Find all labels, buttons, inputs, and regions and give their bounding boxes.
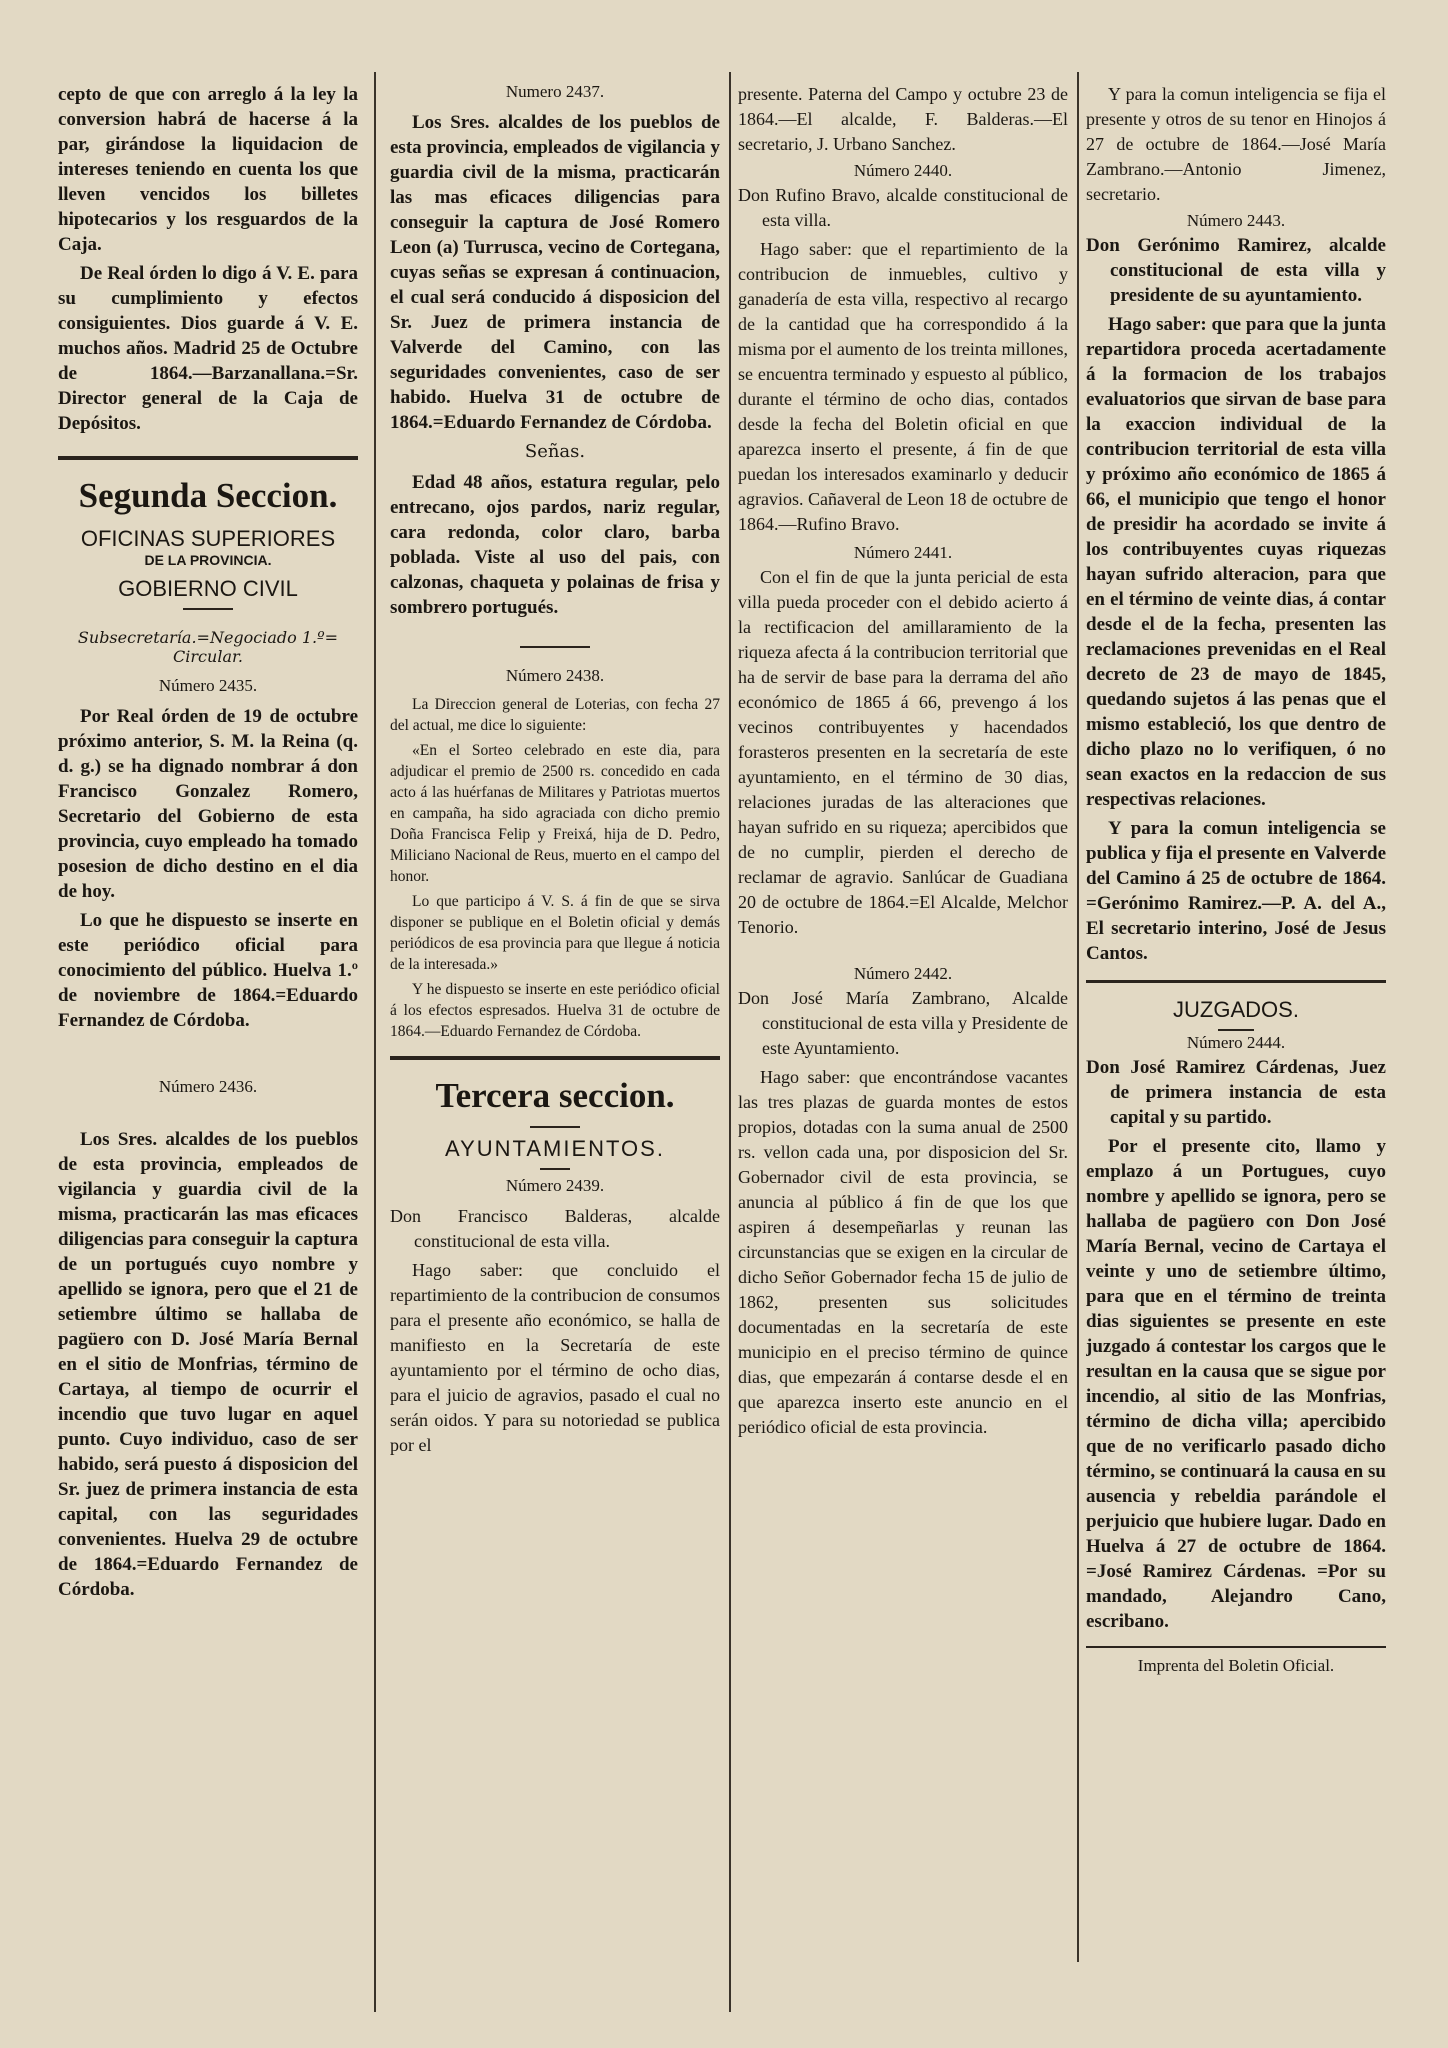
notice-number: Número 2438. (505, 666, 605, 685)
notice-2444-body: Por el presente cito, llamo y emplazo á un Portugues, cuyo nombre y apellido se ignora, pero se hallaba de pagüero con Don José María Bernal, vecino de Cartaya el veinte y uno de setiembre último, para que en el término de treinta dias siguientes se presente en este juzgado á contestar los cargos que le resultan en la causa que se sigue por incendio, al sitio de las Monfrias, término de dicha villa; apercibido que de no verificarlo pasado dicho término, se continuará la causa en su ausencia y rebeldia parándole el perjuicio que hubiere lugar. Dado en Huelva á 27 de octubre de 1864. =José Ramirez Cárdenas. =Por su mandado, Alejandro Cano, escribano. (1086, 1136, 1386, 1632)
notice-2442-signature: Y para la comun inteligencia se fija el presente y otros de su tenor en Hinojos á 27 de octubre de 1864.—José María Zambrano.—Antonio Jimenez, secretario. (1086, 84, 1386, 204)
section-rule (1086, 980, 1386, 983)
paragraph-real-orden: De Real órden lo digo á V. E. para su cumplimiento y efectos consiguientes. Dios guarde á V. E. muchos años. Madrid 25 de Octubre de 1864.—Barzanallana.=Sr. Director general de la Caja de Depósitos. (58, 263, 358, 434)
notice-2439-header: Don Francisco Balderas, alcalde constitucional de esta villa. (390, 1206, 720, 1251)
notice-2436-body: Los Sres. alcaldes de los pueblos de esta provincia, empleados de vigilancia y guardia civil de la misma, practicarán las mas eficaces diligencias para conseguir la captura de un portugués cuyo nombre y apellido se ignora, pero que el 21 de setiembre último se hallaba de pagüero con D. José María Bernal en el sitio de Monfrias, término de Cartaya, al tiempo de ocurrir el incendio que tuvo lugar en aquel punto. Cuyo individuo, caso de ser habido, será puesto á disposicion del Sr. juez de primera instancia de esta capital, con las seguridades convenientes. Huelva 29 de octubre de 1864.=Eduardo Fernandez de Córdoba. (58, 1129, 358, 1600)
short-rule (520, 646, 590, 648)
notice-number: Número 2443. (1186, 211, 1286, 230)
imprenta-line: Imprenta del Boletin Oficial. (1137, 1656, 1335, 1675)
short-rule (183, 608, 233, 610)
notice-2442-body: Hago saber: que encontrándose vacantes las tres plazas de guarda montes de estos propios, dotadas con la suma anual de 2500 rs. vellon cada una, por disposicion del Sr. Gobernador civil de esta provincia, se anuncia al público á fin de que los que aspiren á desempeñarlas y reunan las circunstancias que se exigen en la circular de dicho Señor Gobernador fecha 15 de julio de 1862, presenten sus solicitudes documentadas en la secretaría de este municipio en el preciso término de quince dias, que empezarán á contarse desde el en que aparezca inserto este anuncio en el periódico oficial de esta provincia. (738, 1067, 1068, 1437)
notice-2444-header: Don José Ramirez Cárdenas, Juez de primera instancia de esta capital y su partido. (1086, 1057, 1386, 1128)
column-divider (374, 72, 376, 2012)
short-rule (540, 1168, 570, 1170)
juzgados-title: JUZGADOS. (1173, 997, 1299, 1022)
notice-2442-header: Don José María Zambrano, Alcalde constitucional de esta villa y Presidente de este Ayuntamiento. (738, 988, 1068, 1058)
notice-2439-signature: presente. Paterna del Campo y octubre 23 de 1864.—El alcalde, F. Balderas.—El secretario, J. Urbano Sanchez. (738, 84, 1068, 154)
notice-2441-body: Con el fin de que la junta pericial de esta villa pueda proceder con el debido acierto á la rectificacion del amillaramiento de la riqueza afecta á la contribucion territorial que ha de servir de base para la derrama del año económico de 1865 á 66, prevengo á los vecinos contribuyentes y hacendados forasteros presenten en la secretaría de este ayuntamiento, en el término de 30 dias, relaciones juradas de las alteraciones que hayan sufrido en su riqueza; apercibidos que de no cumplir, pierden el derecho de reclamar de agravio. Sanlúcar de Guadiana 20 de octubre de 1864.=El Alcalde, Melchor Tenorio. (738, 567, 1068, 937)
section-title-tercera: Tercera seccion. (435, 1076, 675, 1115)
notice-number: Número 2439. (505, 1176, 605, 1195)
notice-2439-body: Hago saber: que concluido el repartimiento de la contribucion de consumos para el presente año económico, se halla de manifiesto en la Secretaría de este ayuntamiento por el término de ocho dias, para el juicio de agravios, pasado el cual no serán oidos. Y para su notoriedad se publica por el (390, 1260, 720, 1455)
notice-2437-body: Los Sres. alcaldes de los pueblos de esta provincia, empleados de vigilancia y guardia civil de la misma, practicarán las mas eficaces diligencias para conseguir la captura de José Romero Leon (a) Turrusca, vecino de Cortegana, cuyas señas se expresan á continuacion, el cual será conducido á disposicion del Sr. Juez de primera instancia de Valverde del Camino, con las seguridades convenientes, caso de ser habido. Huelva 31 de octubre de 1864.=Eduardo Fernandez de Córdoba. (390, 112, 720, 433)
short-rule (1218, 1029, 1254, 1031)
short-rule (530, 1126, 580, 1128)
ayuntamientos-title: AYUNTAMIENTOS. (445, 1136, 665, 1161)
notice-2438-body: Y he dispuesto se inserte en este periódico oficial á los efectos espresados. Huelva 31 de octubre de 1864.—Eduardo Fernandez de Córdoba. (390, 981, 720, 1040)
notice-2440-header: Don Rufino Bravo, alcalde constitucional de esta villa. (738, 185, 1068, 230)
notice-2443-body: Hago saber: que para que la junta repartidora proceda acertadamente á la formacion de los trabajos evaluatorios que sirvan de base para la exaccion individual de la contribucion territorial de esta villa y próximo año económico de 1865 á 66, el municipio que tengo el honor de presidir ha acordado se invite á los contribuyentes cuyas riquezas hayan sufrido alteracion, para que en el término de veinte dias, á contar desde el de la fecha, presenten las reclamaciones prevenidas en el Real decreto de 23 de mayo de 1845, quedando sujetos á las penas que el mismo estableció, los que dentro de dicho plazo no lo verifiquen, ó no sean exactos en la redaccion de sus respectivas relaciones. (1086, 314, 1386, 810)
notice-2438-body: Lo que participo á V. S. á fin de que se sirva disponer se publique en el Boletin oficial y demás periódicos de esa provincia para que llegue á noticia de la interesada.» (390, 893, 720, 973)
column-divider (1077, 72, 1079, 1962)
notice-number: Número 2436. (158, 1077, 258, 1096)
column-3 (738, 82, 1068, 1444)
section-rule (58, 456, 358, 460)
gobierno-civil-title: GOBIERNO CIVIL (118, 576, 298, 601)
column-4 (1086, 82, 1386, 1680)
notice-number: Numero 2437. (505, 82, 605, 101)
notice-number: Número 2444. (1186, 1033, 1286, 1052)
notice-2435-body: Lo que he dispuesto se inserte en este periódico oficial para conocimiento del público. Huelva 1.º de noviembre de 1864.=Eduardo Fernandez de Córdoba. (58, 910, 358, 1031)
notice-number: Número 2440. (853, 161, 953, 180)
column-1 (58, 82, 358, 1606)
subsecretaria-line: Subsecretaría.=Negociado 1.º= Circular. (77, 628, 339, 666)
notice-2438-body: La Direccion general de Loterias, con fecha 27 del actual, me dice lo siguiente: (390, 696, 720, 734)
footer-rule (1086, 1646, 1386, 1648)
notice-number: Número 2435. (158, 676, 258, 695)
notice-2438-body: «En el Sorteo celebrado en este dia, para adjudicar el premio de 2500 rs. concedido en cada acto á las huérfanas de Militares y Patriotas muertos en campaña, ha sido agraciada con dicho premio Doña Francisca Felip y Freixá, hija de D. Pedro, Miliciano Nacional de Reus, muerto en el campo del honor. (390, 742, 720, 885)
notice-number: Número 2442. (853, 964, 953, 983)
senas-title: Señas. (524, 441, 586, 462)
notice-2443-header: Don Gerónimo Ramirez, alcalde constitucional de esta villa y presidente de su ayuntamiento. (1086, 235, 1386, 306)
notice-2435-body: Por Real órden de 19 de octubre próximo anterior, S. M. la Reina (q. d. g.) se ha dignado nombrar á don Francisco Gonzalez Romero, Secretario del Gobierno de esta provincia, cuyo empleado ha tomado posesion de dicho destino en el dia de hoy. (58, 706, 358, 902)
section-title-segunda: Segunda Seccion. (78, 476, 338, 515)
section-rule (390, 1056, 720, 1060)
notice-2440-body: Hago saber: que el repartimiento de la contribucion de inmuebles, cultivo y ganadería de esta villa, respectivo al recargo de la cantidad que ha correspondido á la misma por el aumento de los treinta millones, se encuentra terminado y espuesto al público, durante el término de ocho dias, contados desde la fecha del Boletin oficial en que aparezca inserto el presente, á fin de que puedan los interesados examinarlo y deducir agravios. Cañaveral de Leon 18 de octubre de 1864.—Rufino Bravo. (738, 239, 1068, 534)
spacer (58, 1037, 358, 1051)
office-subtitle: DE LA PROVINCIA. (144, 552, 272, 568)
senas-body: Edad 48 años, estatura regular, pelo entrecano, ojos pardos, nariz regular, cara redonda, color claro, barba poblada. Viste al uso del pais, con calzonas, chaqueta y polainas de frisa y sombrero portugués. (390, 472, 720, 618)
column-2 (390, 82, 720, 1462)
paragraph-caja: cepto de que con arreglo á la ley la conversion habrá de hacerse á la par, girándose la liquidacion de intereses teniendo en cuenta los que lleven vencidos los billetes hipotecarios y los resguardos de la Caja. (58, 84, 358, 255)
office-title: OFICINAS SUPERIORES (80, 526, 336, 551)
notice-number: Número 2441. (853, 543, 953, 562)
notice-2443-body: Y para la comun inteligencia se publica y fija el presente en Valverde del Camino á 25 de octubre de 1864. =Gerónimo Ramirez.—P. A. del A., El secretario interino, José de Jesus Cantos. (1086, 818, 1386, 964)
column-divider (729, 72, 731, 2012)
